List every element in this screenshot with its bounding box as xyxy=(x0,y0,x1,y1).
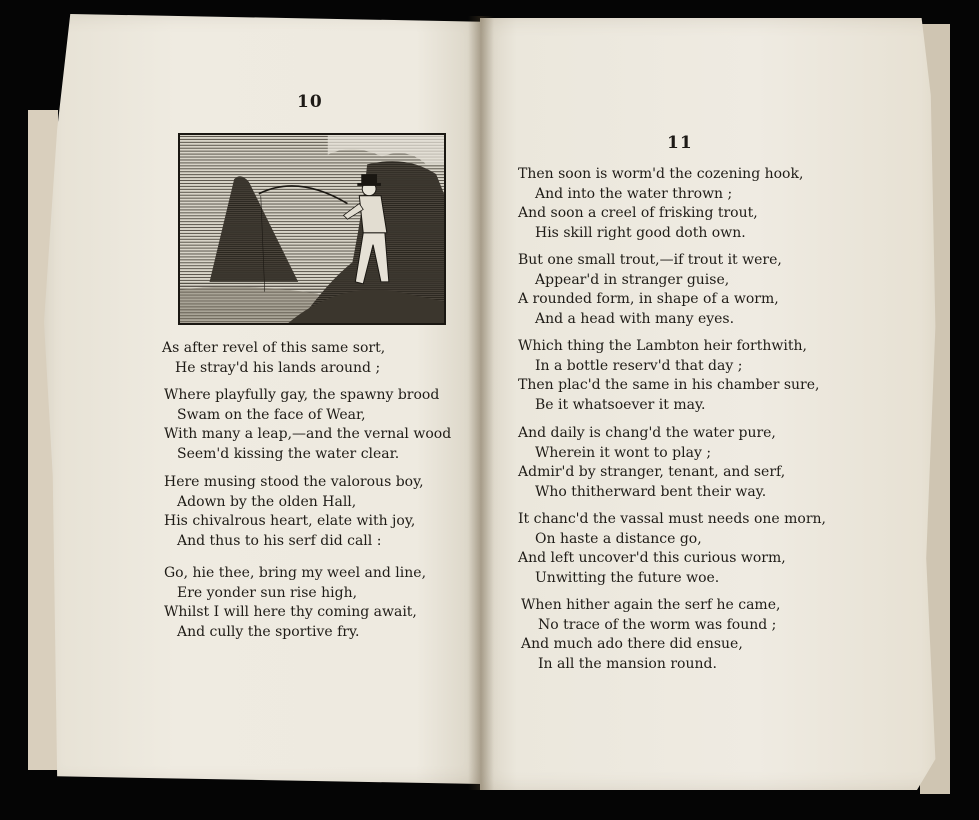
right-stanza-5 xyxy=(518,510,826,588)
verse-line: Then plac'd the same in his chamber sure, xyxy=(518,377,820,393)
verse-line: His chivalrous heart, elate with joy, xyxy=(164,513,416,529)
verse-line: And cully the sportive fry. xyxy=(177,623,360,640)
verse-line: Who thitherward bent their way. xyxy=(535,483,767,500)
verse-line: Here musing stood the valorous boy, xyxy=(164,474,424,490)
verse-line: His skill right good doth own. xyxy=(535,224,746,241)
verse-line: Swam on the face of Wear, xyxy=(177,406,366,423)
verse-line: With many a leap,—and the vernal wood xyxy=(164,426,452,442)
verse-line: As after revel of this same sort, xyxy=(162,340,386,356)
verse-line: Wherein it wont to play ; xyxy=(535,444,712,461)
right-stanza-4 xyxy=(518,424,785,502)
woodcut-image xyxy=(180,135,444,323)
verse-line: Adown by the olden Hall, xyxy=(177,493,357,510)
verse-line: Then soon is worm'd the cozening hook, xyxy=(518,166,804,182)
fishing-woodcut-illustration xyxy=(178,133,446,325)
verse-line: Which thing the Lambton heir forthwith, xyxy=(518,338,807,354)
right-stanza-2 xyxy=(518,251,782,329)
right-stanza-1 xyxy=(518,165,803,243)
left-stanza-2 xyxy=(164,386,451,464)
verse-line: In a bottle reserv'd that day ; xyxy=(535,357,743,374)
verse-line: Appear'd in stranger guise, xyxy=(535,271,730,288)
verse-line: But one small trout,—if trout it were, xyxy=(518,252,782,268)
verse-line: Go, hie thee, bring my weel and line, xyxy=(164,565,427,581)
verse-line: In all the mansion round. xyxy=(538,655,717,672)
verse-line: When hither again the serf he came, xyxy=(521,597,781,613)
verse-line: He stray'd his lands around ; xyxy=(175,359,381,376)
left-page-number: 10 xyxy=(297,92,323,112)
verse-line: And into the water thrown ; xyxy=(535,185,733,202)
verse-line: Where playfully gay, the spawny brood xyxy=(164,387,440,403)
left-stanza-3 xyxy=(164,473,424,551)
verse-line: Unwitting the future woe. xyxy=(535,569,720,586)
verse-line: Seem'd kissing the water clear. xyxy=(177,445,400,462)
verse-line: And daily is chang'd the water pure, xyxy=(518,425,776,441)
right-stanza-3 xyxy=(518,337,820,415)
right-stanza-6 xyxy=(521,596,780,674)
verse-line: On haste a distance go, xyxy=(535,530,702,547)
verse-line: A rounded form, in shape of a worm, xyxy=(518,291,779,307)
verse-line: And soon a creel of frisking trout, xyxy=(518,205,758,221)
left-stanza-4 xyxy=(164,564,426,642)
verse-line: And a head with many eyes. xyxy=(535,310,735,327)
book-gutter xyxy=(468,16,494,790)
verse-line: Ere yonder sun rise high, xyxy=(177,584,358,601)
verse-line: Admir'd by stranger, tenant, and serf, xyxy=(518,464,786,480)
right-page-number: 11 xyxy=(667,133,693,153)
verse-line: It chanc'd the vassal must needs one morn, xyxy=(518,511,826,527)
left-stanza-1 xyxy=(162,339,385,378)
verse-line: And much ado there did ensue, xyxy=(521,636,743,652)
verse-line: And left uncover'd this curious worm, xyxy=(518,550,786,566)
verse-line: And thus to his serf did call : xyxy=(177,532,382,549)
verse-line: Be it whatsoever it may. xyxy=(535,396,706,413)
verse-line: No trace of the worm was found ; xyxy=(538,616,777,633)
verse-line: Whilst I will here thy coming await, xyxy=(164,604,417,620)
